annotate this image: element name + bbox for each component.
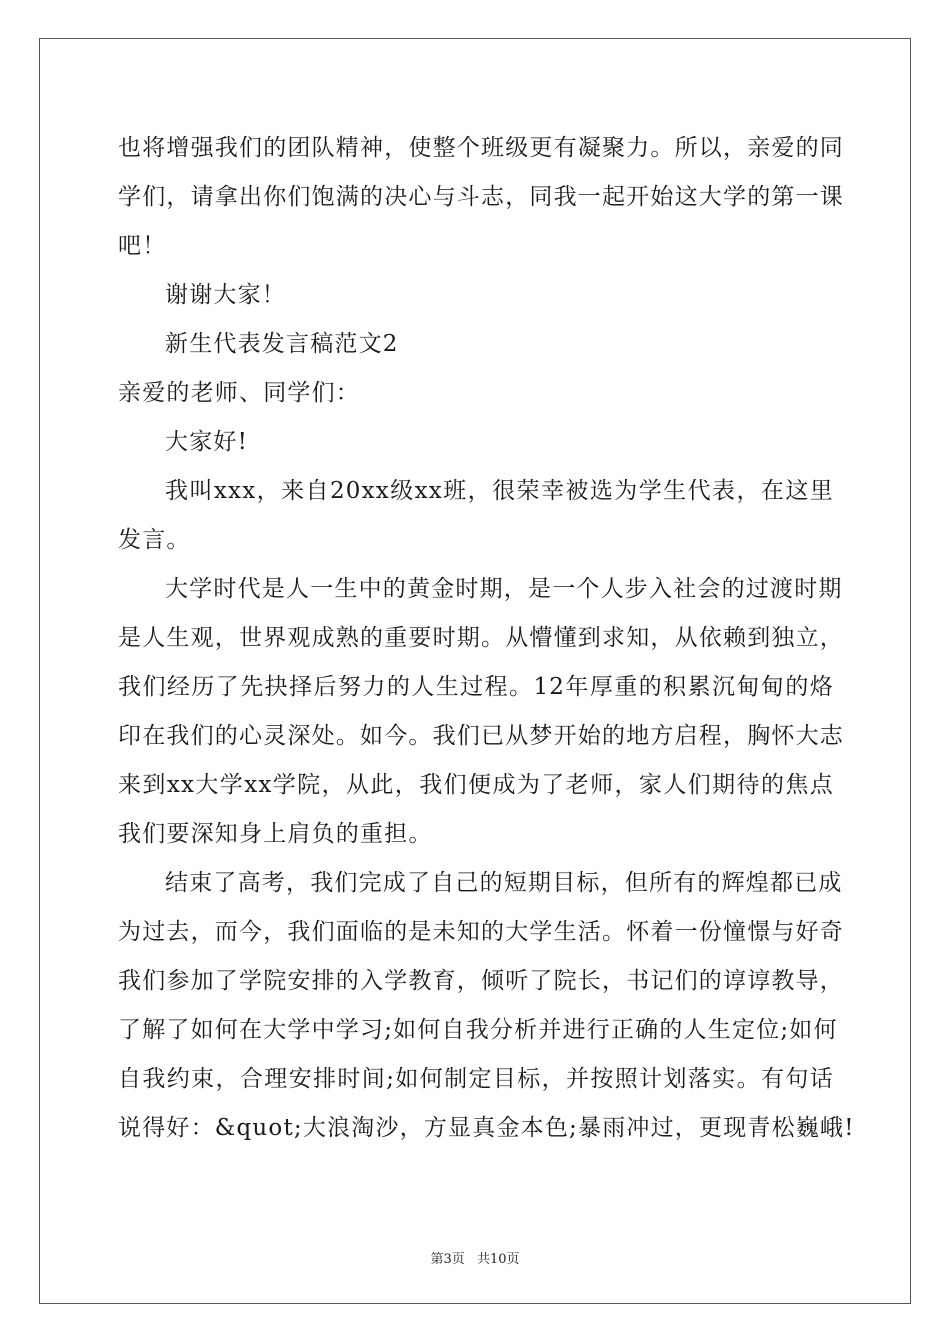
text-line: 来到xx大学xx学院，从此，我们便成为了老师，家人们期待的焦点 — [118, 772, 834, 798]
text-line: 说得好：&quot;大浪淘沙，方显真金本色;暴雨冲过，更现青松巍峨! — [118, 1115, 855, 1141]
text-line: 也将增强我们的团队精神，使整个班级更有凝聚力。所以，亲爱的同 — [118, 135, 844, 161]
text-line: 新生代表发言稿范文2 — [165, 331, 399, 357]
document-body — [118, 124, 855, 1153]
text-line: 是人生观，世界观成熟的重要时期。从懵懂到求知，从依赖到独立， — [118, 625, 844, 651]
text-line: 亲爱的老师、同学们： — [118, 380, 360, 406]
page-footer — [0, 1248, 950, 1267]
text-line: 大家好! — [165, 429, 249, 455]
text-line: 了解了如何在大学中学习;如何自我分析并进行正确的人生定位;如何 — [118, 1017, 838, 1043]
text-line: 结束了高考，我们完成了自己的短期目标，但所有的辉煌都已成 — [165, 870, 843, 896]
text-line: 自我约束，合理安排时间;如何制定目标，并按照计划落实。有句话 — [118, 1066, 834, 1092]
text-line: 我们参加了学院安排的入学教育，倾听了院长，书记们的谆谆教导， — [118, 968, 844, 994]
text-line: 我们经历了先抉择后努力的人生过程。12年厚重的积累沉甸甸的烙 — [118, 674, 834, 700]
text-line: 学们，请拿出你们饱满的决心与斗志，同我一起开始这大学的第一课 — [118, 184, 844, 210]
text-line: 我叫xxx，来自20xx级xx班，很荣幸被选为学生代表，在这里 — [165, 478, 834, 504]
text-line: 我们要深知身上肩负的重担。 — [118, 821, 433, 847]
page-number: 第3页 — [430, 1252, 465, 1267]
text-line: 为过去，而今，我们面临的是未知的大学生活。怀着一份憧憬与好奇 — [118, 919, 844, 945]
text-line: 吧！ — [118, 233, 167, 259]
text-line: 谢谢大家！ — [165, 282, 286, 308]
text-line: 大学时代是人一生中的黄金时期，是一个人步入社会的过渡时期 — [165, 576, 843, 602]
text-line: 印在我们的心灵深处。如今。我们已从梦开始的地方启程，胸怀大志 — [118, 723, 844, 749]
text-line: 发言。 — [118, 527, 191, 553]
total-pages: 共10页 — [476, 1252, 520, 1267]
